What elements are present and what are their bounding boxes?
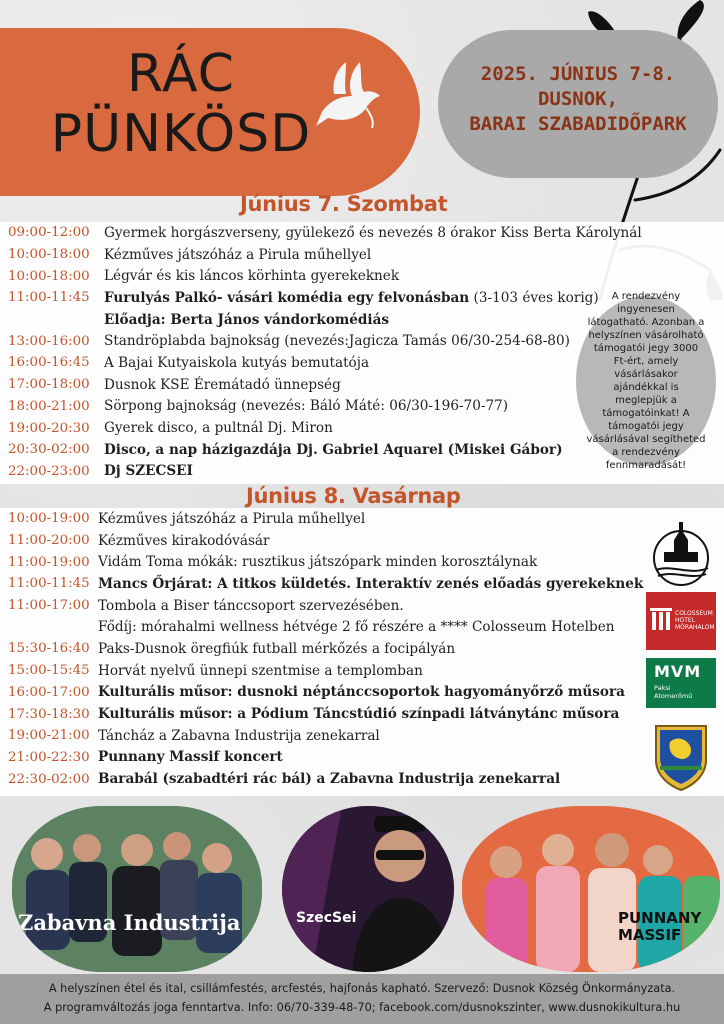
row-desc: Mancs Őrjárat: A titkos küldetés. Interaktív zenés előadás gyerekeknek bbox=[98, 575, 644, 592]
event-title bbox=[36, 44, 326, 164]
row-time: 22:30-02:00 bbox=[8, 771, 90, 787]
row-time: 09:00-12:00 bbox=[8, 225, 90, 241]
zabavna-industrija-photo bbox=[12, 806, 262, 972]
row-desc-extra: (3-103 éves korig) bbox=[469, 289, 599, 306]
row-time: 16:00-16:45 bbox=[8, 355, 90, 371]
row-desc: Előadja: Berta János vándorkomédiás bbox=[104, 311, 390, 328]
schedule-row bbox=[0, 768, 724, 790]
dove-icon bbox=[312, 56, 382, 130]
schedule-row bbox=[0, 244, 724, 266]
row-desc: Punnany Massif koncert bbox=[98, 749, 283, 766]
row-time: 19:00-21:00 bbox=[8, 728, 90, 744]
row-desc: Gyermek horgászverseny, gyülekező és nevezés 8 órakor Kiss Berta Károlynál bbox=[104, 224, 642, 241]
mvm-sub2: Atomerőmű bbox=[654, 692, 693, 700]
row-desc: Táncház a Zabavna Industrija zenekarral bbox=[98, 727, 380, 744]
band-illustration bbox=[12, 806, 262, 972]
sunday-schedule bbox=[0, 508, 724, 796]
row-time: 11:00-17:00 bbox=[8, 598, 90, 614]
footer-line-2: A programváltozás joga fenntartva. Info: 06/70-339-48-70; facebook.com/dusnokszinter, www.dusnokikultura.hu bbox=[43, 1001, 681, 1014]
row-desc: Kézműves játszóház a Pirula műhellyel bbox=[98, 510, 366, 527]
row-time: 13:00-16:00 bbox=[8, 333, 90, 349]
row-desc: Dj SZECSEI bbox=[104, 463, 193, 480]
band-illustration bbox=[462, 806, 720, 972]
row-time: 17:00-18:00 bbox=[8, 377, 90, 393]
schedule-row bbox=[0, 703, 724, 725]
row-desc: Gyerek disco, a pultnál Dj. Miron bbox=[104, 420, 333, 437]
row-time: 10:00-19:00 bbox=[8, 511, 90, 527]
row-desc: Standröplabda bajnokság (nevezés:Jagicza Tamás 06/30-254-68-80) bbox=[104, 333, 570, 350]
schedule-row bbox=[0, 530, 724, 552]
row-time: 16:00-17:00 bbox=[8, 684, 90, 700]
row-time: 17:30-18:30 bbox=[8, 706, 90, 722]
row-desc: Dusnok KSE Éremátadó ünnepség bbox=[104, 376, 341, 393]
band1-name: Zabavna Industrija bbox=[18, 910, 241, 935]
schedule-row bbox=[0, 595, 724, 617]
row-desc bbox=[104, 290, 599, 306]
row-time: 11:00-11:45 bbox=[8, 290, 90, 306]
row-time: 22:00-23:00 bbox=[8, 463, 90, 479]
row-desc: A Bajai Kutyaiskola kutyás bemutatója bbox=[104, 354, 370, 371]
schedule-row bbox=[0, 265, 724, 287]
band2-name bbox=[618, 910, 701, 944]
mvm-paks-logo bbox=[646, 658, 716, 708]
schedule-row bbox=[0, 747, 724, 769]
row-time: 15:30-16:40 bbox=[8, 641, 90, 657]
schedule-row bbox=[0, 660, 724, 682]
colosseum-name: COLOSSEUM HOTEL bbox=[675, 610, 713, 624]
row-time: 10:00-18:00 bbox=[8, 247, 90, 263]
title-line-2: PÜNKÖSD bbox=[50, 104, 312, 164]
row-desc: Kulturális műsor: dusnoki néptánccsoportok hagyományőrző műsora bbox=[98, 684, 625, 701]
schedule-row bbox=[0, 616, 724, 638]
row-time: 19:00-20:30 bbox=[8, 420, 90, 436]
dj-illustration bbox=[282, 806, 454, 972]
title-line-1: RÁC bbox=[127, 44, 235, 104]
colosseum-place: MÓRAHALOM bbox=[675, 624, 715, 631]
mvm-sub1: Paksi bbox=[654, 684, 671, 692]
schedule-row bbox=[0, 725, 724, 747]
schedule-row bbox=[0, 551, 724, 573]
row-desc: Horvát nyelvű ünnepi szentmise a templomban bbox=[98, 662, 423, 679]
schedule-row bbox=[0, 682, 724, 704]
date-location bbox=[438, 62, 718, 137]
footer bbox=[0, 974, 724, 1024]
saturday-heading: Június 7. Szombat bbox=[240, 192, 448, 216]
row-desc: Barabál (szabadtéri rác bál) a Zabavna Industrija zenekarral bbox=[98, 771, 561, 788]
row-desc-main: Furulyás Palkó- vásári komédia egy felvonásban bbox=[104, 289, 470, 306]
dj-name: SzecSei bbox=[296, 910, 357, 926]
row-desc: Vidám Toma mókák: rusztikus játszópark minden korosztálynak bbox=[98, 554, 538, 571]
row-desc: Paks-Dusnok öregfiúk futball mérkőzés a focipályán bbox=[98, 640, 456, 657]
colosseum-hotel-logo bbox=[646, 592, 716, 650]
row-desc: Disco, a nap házigazdája Dj. Gabriel Aquarel (Miskei Gábor) bbox=[104, 441, 563, 458]
row-time: 20:30-02:00 bbox=[8, 442, 90, 458]
schedule-row bbox=[0, 573, 724, 595]
venue-line: BARAI SZABADIDŐPARK bbox=[469, 113, 687, 135]
row-time: 18:00-21:00 bbox=[8, 398, 90, 414]
sunday-heading: Június 8. Vasárnap bbox=[246, 484, 461, 508]
row-time: 11:00-19:00 bbox=[8, 554, 90, 570]
ticket-info-text: A rendezvény ingyenesen látogatható. Azonban a helyszínen vásárolható támogatói jegy 3000 Ft-ért, amely vásárlásakor ajándékkal is meglepjük a támogatóinkat! A támogatói jegy vásárlásával segítheted a rendezvény fennmaradását! bbox=[586, 291, 706, 471]
date-line: 2025. JÚNIUS 7-8. bbox=[480, 63, 676, 85]
row-time: 15:00-15:45 bbox=[8, 663, 90, 679]
row-time: 11:00-20:00 bbox=[8, 533, 90, 549]
band2-line1: PUNNANY bbox=[618, 909, 702, 927]
dj-szecsei-photo bbox=[282, 806, 454, 972]
row-desc: Kézműves kirakodóvásár bbox=[98, 532, 270, 549]
band2-line2: MASSIF bbox=[618, 926, 682, 944]
row-time: 10:00-18:00 bbox=[8, 268, 90, 284]
town-line: DUSNOK, bbox=[537, 88, 619, 110]
mvm-label: MVM bbox=[654, 662, 702, 681]
schedule-row bbox=[0, 638, 724, 660]
row-desc: Kézműves játszóház a Pirula műhellyel bbox=[104, 246, 372, 263]
dusnok-coat-of-arms bbox=[646, 716, 716, 792]
row-desc: Kulturális műsor: a Pódium Táncstúdió színpadi látványtánc műsora bbox=[98, 706, 620, 723]
row-desc: Sörpong bajnokság (nevezés: Báló Máté: 06/30-196-70-77) bbox=[104, 398, 509, 415]
row-time: 11:00-11:45 bbox=[8, 576, 90, 592]
schedule-row bbox=[0, 222, 724, 244]
dusnok-church-logo bbox=[646, 518, 716, 588]
row-time: 21:00-22:30 bbox=[8, 749, 90, 765]
row-desc: Fődíj: mórahalmi wellness hétvége 2 fő részére a **** Colosseum Hotelben bbox=[98, 619, 615, 636]
schedule-row bbox=[0, 508, 724, 530]
row-desc: Légvár és kis láncos körhinta gyerekeknek bbox=[104, 268, 400, 285]
row-desc: Tombola a Biser tánccsoport szervezésében. bbox=[98, 597, 404, 614]
footer-line-1: A helyszínen étel és ital, csillámfestés, arcfestés, hajfonás kapható. Szervező: Dusnok Község Önkormányzata. bbox=[48, 982, 676, 995]
ticket-info-circle bbox=[576, 291, 716, 471]
punnany-massif-photo bbox=[462, 806, 720, 972]
